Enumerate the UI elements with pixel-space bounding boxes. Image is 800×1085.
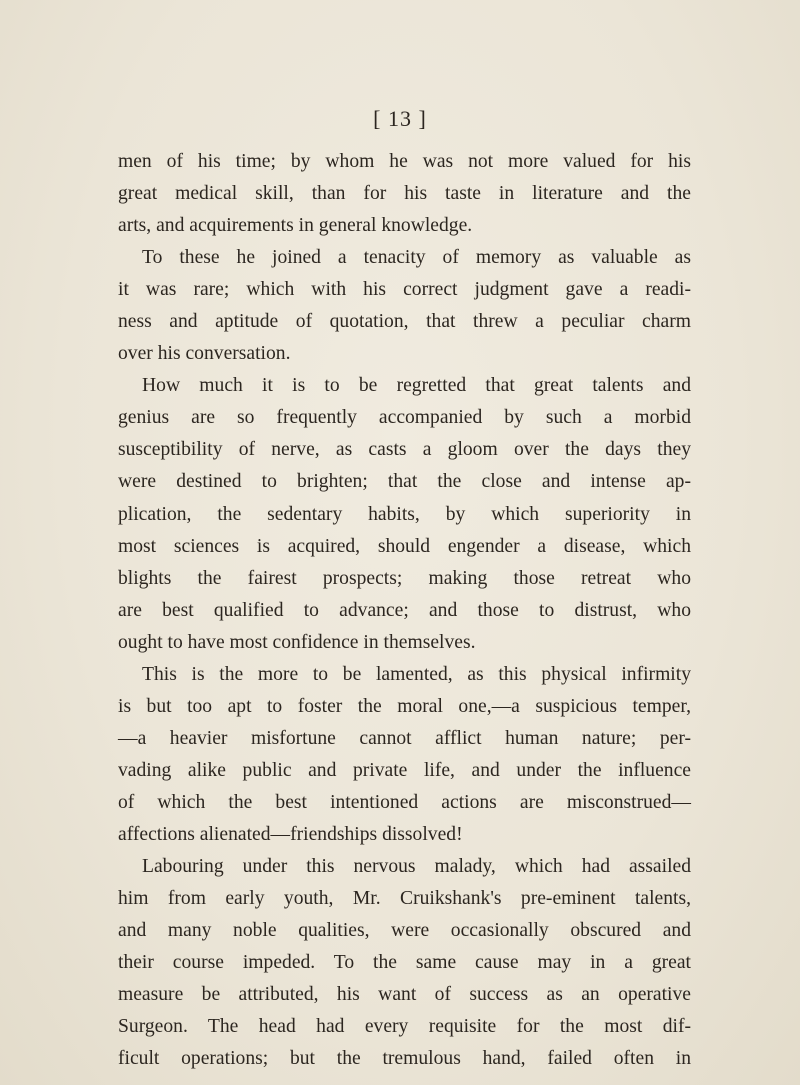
page-number: [ 13 ] — [373, 106, 427, 131]
text-line: ought to have most confidence in themselves. — [118, 631, 476, 653]
text-line: it was rare; which with his correct judgment gave a readi- — [118, 279, 691, 301]
text-line: ficult operations; but the tremulous hand, failed often in — [118, 1048, 691, 1070]
text-line: affections alienated—friendships dissolved! — [118, 823, 463, 845]
text-line: over his conversation. — [118, 343, 291, 365]
text-line: ness and aptitude of quotation, that threw a peculiar charm — [118, 311, 691, 333]
text-line: were destined to brighten; that the close and intense ap- — [118, 471, 691, 493]
text-line: arts, and acquirements in general knowledge. — [118, 215, 473, 237]
text-line: Labouring under this nervous malady, which had assailed — [142, 856, 691, 878]
text-line: How much it is to be regretted that great talents and — [142, 375, 691, 397]
text-line: vading alike public and private life, and under the influence — [118, 759, 691, 781]
text-line: plication, the sedentary habits, by which superiority in — [118, 503, 691, 525]
text-line: —a heavier misfortune cannot afflict human nature; per- — [118, 727, 691, 749]
text-line: Surgeon. The head had every requisite for the most dif- — [118, 1016, 691, 1038]
body-text — [118, 146, 691, 1075]
text-line: their course impeded. To the same cause may in a great — [118, 952, 691, 974]
text-line: of which the best intentioned actions are misconstrued— — [118, 791, 691, 813]
text-line: susceptibility of nerve, as casts a gloom over the days they — [118, 439, 691, 461]
text-line: most sciences is acquired, should engender a disease, which — [118, 535, 691, 557]
text-line: This is the more to be lamented, as this physical infirmity — [142, 663, 691, 685]
text-line: To these he joined a tenacity of memory as valuable as — [142, 247, 691, 269]
text-line: great medical skill, than for his taste in literature and the — [118, 183, 691, 205]
text-line: men of his time; by whom he was not more valued for his — [118, 151, 691, 172]
text-line: genius are so frequently accompanied by such a morbid — [118, 407, 691, 429]
text-line: him from early youth, Mr. Cruikshank's pre-eminent talents, — [118, 888, 691, 910]
text-line: and many noble qualities, were occasionally obscured and — [118, 920, 691, 942]
text-line: measure be attributed, his want of success as an operative — [118, 984, 691, 1006]
text-line: are best qualified to advance; and those to distrust, who — [118, 599, 691, 621]
text-line: blights the fairest prospects; making those retreat who — [118, 567, 691, 589]
text-line: is but too apt to foster the moral one,—a suspicious temper, — [118, 695, 691, 717]
